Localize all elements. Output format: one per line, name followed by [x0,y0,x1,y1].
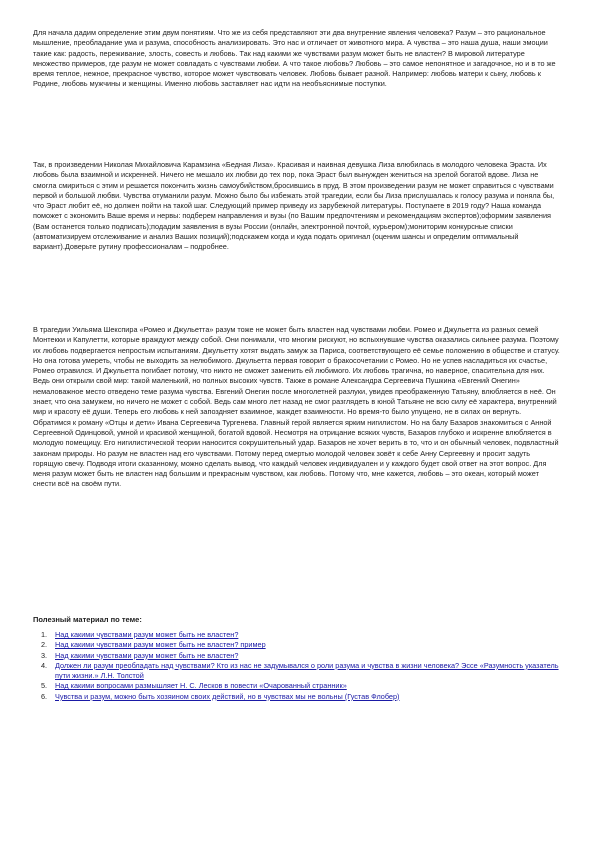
list-number: 1. [41,630,48,639]
list-item [33,640,560,650]
article-paragraph-3: В трагедии Уильяма Шекспира «Ромео и Джульетта» разум тоже не может быть властен над чувствами любви. Ромео и Джульетта из разных семей Монтекки и Капулетти, которые враждуют между собой. Они понимали, что многим рискуют, но вспыхнувшие чувства оказались сильнее разума. Поэтому их любовь подвергается непростым испытаниям. Джульетту хотят выдать замуж за Париса, соответствующего её семье положению в обществе и статусу. Но она готова умереть, чтобы не выходить за нелюбимого. Джульетта первая говорит о бракосочетании с Ромео. Но не успев насладиться их счастье, Ромео отравился. И Джульетта погибает потому, что никто не сможет заменить ей любимого. Их любовь трагична, но наверное, спасительна для них. Ведь они открыли свой мир: такой маленький, но полных высоких чувств. Также в романе Александра Сергеевича Пушкина «Евгений Онегин» немаловажное место отведено теме разума чувства. Евгений Онегин после многолетней разлуки, увидев преображенную Татьяну, влюбляется в неё. Он знает, что она замужем, но ничего не может с собой. Ведь сам много лет назад не смог разглядеть в юной Татьяне не всю силу её характера, внутренний мир и красоту её души. Теперь его любовь к ней запоздняет взаимное, жаждет взаимности. Но время-то было упущено, не в силах он вернуть. Обратимся к роману «Отцы и дети» Ивана Сергеевича Тургенева. Главный герой является ярким нигилистом. Но на балу Базаров знакомиться с Анной Сергеевной Одинцовой, умной и красивой женщиной, богатой вдовой. Несмотря на отрицание всяких чувств, Базаров глубоко и искренне влюбляется в молодую помещицу. Его нигилистической теории наносится сокрушительный удар. Базаров не хочет верить в то, что и он обычный человек, подвластный законам природы. Но разум не властен над его чувствами. Потому перед смертью молодой человек зовёт к себе Анну Сергеевну и просит задуть горящую свечу. Подводя итоги сказанному, можно сделать вывод, что каждый человек индивидуален и у каждого будет свой ответ на этот вопрос. Для меня разум может быть не властен над большим и прекрасным чувством, как любовь. Потому что, мне кажется, любовь – это океан, который может снести всё на своём пути. [33,325,560,489]
list-number: 4. [41,660,48,670]
useful-link-2[interactable]: Над какими чувствами разум может быть не властен? пример [55,640,266,650]
list-number: 5. [41,681,48,691]
list-item [33,661,560,682]
list-item [33,681,560,691]
useful-link-4[interactable]: Должен ли разум преобладать над чувствами? Кто из нас не задумывался о роли разума и чувства в жизни человека? Эссе «Разумность указатель пути жизни.» Л.Н. Толстой [55,660,559,681]
list-number: 2. [41,640,48,650]
article-paragraph-2: Так, в произведении Николая Михайловича Карамзина «Бедная Лиза». Красивая и наивная девушка Лиза влюбилась в молодого человека Эраста. Их любовь была взаимной и искренней. Ничего не мешало их любви до тех пор, пока Эраст был вынужден жениться на зрелой богатой вдове. Лиза не смогла смириться с этим и решается покончить жизнь самоубийством,бросившись в пруд. В этом произведении разум не может справиться с чувствами первой и большой любви. Чувства отуманили разум. Можно было бы избежать этой трагедии, если бы Лиза прислушалась к голосу разума и поняла бы, что Эраст любит её, но должен пойти на такой шаг. Следующий пример приведу из зарубежной литературы. Поступаете в 2019 году? Наша команда поможет с экономить Ваше время и нервы: подберем направления и вузы (по Вашим предпочтениям и рекомендациям экспертов);оформим заявления (Вам останется только подписать);подадим заявления в вузы России (онлайн, электронной почтой, курьером);мониторим конкурсные списки (автоматизируем отслеживание и анализ Ваших позиций);подскажем когда и куда подать оригинал (оценим шансы и определим оптимальный вариант).Доверьте рутину профессионалам – подробнее. [33,160,555,252]
list-number: 3. [41,650,48,660]
useful-link-6[interactable]: Чувства и разум, можно быть хозяином своих действий, но в чувствах мы не вольны (Густав Флобер) [55,691,400,701]
useful-material-heading: Полезный материал по теме: [33,615,142,624]
useful-link-5[interactable]: Над какими вопросами размышляет Н. С. Лесков в повести «Очарованный странник» [55,681,347,691]
list-item [33,651,560,661]
useful-links-list [33,630,560,702]
list-item [33,692,560,702]
useful-link-3[interactable]: Над какими чувствами разум может быть не властен? [55,650,239,660]
list-item [33,630,560,640]
useful-link-1[interactable]: Над какими чувствами разум может быть не властен? [55,630,239,639]
article-paragraph-1: Для начала дадим определение этим двум понятиям. Что же из себя представляют эти два внутренние явления человека? Разум – это рациональное мышление, преобладание ума и разума, способность анализировать. Это нас и отличает от животного мира. А чувства – это наша душа, наши эмоции такие как: радость, переживание, злость, совесть и любовь. Так над какими же чувствами разум может быть не властен? В мировой литературе множество примеров, где разум не может совладать с чувствами любви. А что такое любовь? Любовь – это самое непонятное и загадочное, но и в то же время теплое, нежное, прекрасное чувство, которое может чувствовать человек. Любовь бывает разной. Например: любовь матери к сыну, любовь к Родине, любовь мужчины и женщины. Именно любовь заставляет нас идти на необъяснимые поступки. [33,28,556,89]
list-number: 6. [41,691,48,701]
